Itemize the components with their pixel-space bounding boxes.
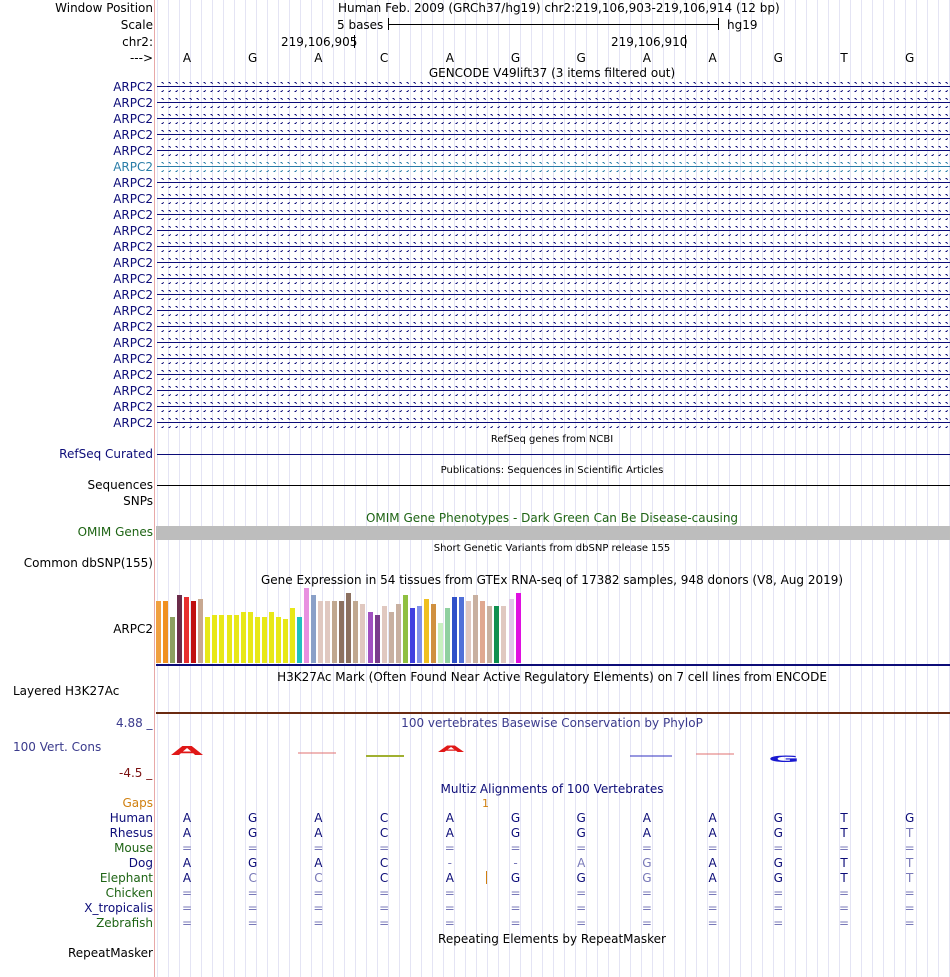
alignment-base: G — [642, 856, 652, 870]
scale-bar-left-tick — [388, 18, 389, 30]
gencode-transcript-intron[interactable] — [157, 258, 950, 268]
gencode-transcript-label[interactable]: ARPC2 — [113, 288, 153, 302]
alignment-base: C — [379, 826, 389, 840]
alignment-base: G — [248, 811, 258, 825]
alignment-base: = — [576, 841, 587, 855]
alignment-base: A — [708, 811, 717, 825]
alignment-base: G — [248, 826, 258, 840]
alignment-base: = — [838, 901, 850, 915]
gencode-transcript-intron[interactable] — [157, 354, 950, 364]
alignment-base: = — [576, 901, 587, 915]
alignment-base: = — [773, 841, 784, 855]
gtex-tissue-bar[interactable] — [248, 612, 253, 663]
alignment-base: - — [447, 856, 452, 870]
alignment-base: = — [576, 886, 587, 900]
gtex-tissue-bar[interactable] — [269, 612, 274, 663]
gtex-tissue-bar[interactable] — [170, 617, 175, 663]
gencode-transcript-intron[interactable] — [157, 274, 950, 284]
sequence-base: G — [576, 51, 586, 65]
gtex-tissue-bar[interactable] — [516, 593, 521, 663]
gencode-transcript-intron[interactable] — [157, 386, 950, 396]
gtex-tissue-bar[interactable] — [255, 617, 260, 663]
gtex-tissue-bar[interactable] — [459, 597, 464, 663]
gencode-transcript-intron[interactable] — [157, 370, 950, 380]
gencode-transcript-label[interactable]: ARPC2 — [113, 384, 153, 398]
gtex-tissue-bar[interactable] — [375, 615, 380, 663]
alignment-base: = — [641, 901, 652, 915]
alignment-base: G — [576, 826, 586, 840]
gencode-transcript-label[interactable]: ARPC2 — [113, 272, 153, 286]
gencode-transcript-intron[interactable] — [157, 226, 950, 236]
gencode-transcript-intron[interactable] — [157, 146, 950, 156]
alignment-base: = — [444, 916, 455, 930]
position-right: 219,106,910 — [611, 35, 688, 49]
alignment-base: G — [773, 811, 783, 825]
gtex-tissue-bar[interactable] — [403, 595, 408, 663]
alignment-base: A — [182, 811, 192, 825]
position-left: 219,106,905 — [281, 35, 358, 49]
gtex-tissue-bar[interactable] — [501, 606, 506, 663]
species-label[interactable]: Mouse — [114, 841, 153, 855]
alignment-base: = — [313, 841, 324, 855]
alignment-base: = — [379, 886, 390, 900]
alignment-base: = — [247, 916, 258, 930]
sequence-base: A — [314, 51, 323, 65]
gencode-transcript-intron[interactable] — [157, 322, 950, 332]
alignment-base: = — [773, 916, 784, 930]
alignment-base: = — [444, 841, 455, 855]
alignment-base: = — [641, 886, 652, 900]
alignment-base: = — [904, 901, 915, 915]
omim-track-title[interactable]: OMIM Gene Phenotypes - Dark Green Can Be Disease-causing — [365, 511, 739, 525]
chrom-label: chr2: — [122, 35, 153, 49]
snps-track-label[interactable]: SNPs — [123, 494, 153, 508]
sequence-base: G — [905, 51, 915, 65]
alignment-base: = — [510, 901, 521, 915]
alignment-base: = — [904, 841, 915, 855]
gtex-tissue-bar[interactable] — [360, 604, 365, 663]
gtex-tissue-bar[interactable] — [241, 612, 246, 663]
sequence-base: C — [379, 51, 389, 65]
gtex-tissue-bar[interactable] — [227, 615, 232, 663]
alignment-base: = — [181, 841, 193, 855]
gencode-transcript-label[interactable]: ARPC2 — [113, 96, 153, 110]
gtex-tissue-bar[interactable] — [473, 595, 478, 663]
gencode-transcript-label[interactable]: ARPC2 — [113, 176, 153, 190]
alignment-base: = — [707, 916, 718, 930]
logo-a-red: A — [170, 743, 204, 759]
scale-label: Scale — [120, 18, 153, 32]
alignment-base: = — [773, 886, 784, 900]
gtex-tissue-bar[interactable] — [424, 599, 429, 663]
gencode-transcript-label[interactable]: ARPC2 — [113, 256, 153, 270]
gtex-tissue-bar[interactable] — [332, 601, 337, 663]
gencode-transcript-intron[interactable] — [157, 338, 950, 348]
scale-bar — [388, 24, 718, 25]
gtex-tissue-bar[interactable] — [262, 617, 267, 663]
sequence-base: G — [248, 51, 258, 65]
gtex-tissue-bar[interactable] — [452, 597, 457, 663]
gtex-tissue-bar[interactable] — [219, 615, 224, 663]
alignment-base: C — [314, 871, 323, 885]
alignment-base: A — [708, 856, 717, 870]
h3k27ac-track-title[interactable]: H3K27Ac Mark (Often Found Near Active Regulatory Elements) on 7 cell lines from ENCODE — [277, 670, 827, 684]
alignment-base: = — [181, 916, 193, 930]
alignment-base: A — [577, 856, 586, 870]
alignment-base: = — [904, 916, 915, 930]
phylop-sequence-logo[interactable] — [0, 738, 950, 778]
alignment-base: A — [445, 871, 454, 885]
gencode-transcript-label[interactable]: ARPC2 — [113, 400, 153, 414]
gtex-track-label[interactable]: ARPC2 — [113, 622, 153, 636]
window-position-label: Window Position — [55, 1, 153, 15]
gencode-transcript-intron[interactable] — [157, 98, 950, 108]
alignment-base: C — [379, 811, 389, 825]
alignment-base: A — [314, 856, 323, 870]
refseq-track-title[interactable]: RefSeq genes from NCBI — [490, 434, 614, 445]
gtex-tissue-bar[interactable] — [480, 601, 485, 663]
gtex-tissue-bar[interactable] — [163, 601, 168, 663]
alignment-base: = — [247, 901, 258, 915]
alignment-base: = — [379, 916, 390, 930]
alignment-base: = — [313, 886, 324, 900]
gtex-tissue-bar[interactable] — [494, 606, 499, 663]
alignment-base: A — [642, 826, 651, 840]
gencode-transcript-intron[interactable] — [157, 306, 950, 316]
gtex-tissue-bar[interactable] — [205, 617, 210, 663]
gencode-transcript-label[interactable]: ARPC2 — [113, 208, 153, 222]
position-left-tick — [354, 35, 355, 48]
alignment-base: A — [445, 811, 454, 825]
sequence-base: T — [840, 51, 848, 65]
gencode-transcript-intron[interactable] — [157, 178, 950, 188]
alignment-base: A — [445, 826, 454, 840]
alignment-base: = — [181, 901, 193, 915]
phylop-ymax-label: 4.88 _ — [116, 716, 153, 730]
gtex-tissue-bar[interactable] — [276, 617, 281, 663]
strand-label: ---> — [129, 51, 153, 65]
alignment-base: = — [181, 886, 193, 900]
logo-g-blue: G — [768, 753, 800, 765]
alignment-base: = — [510, 841, 521, 855]
alignment-base: G — [642, 871, 652, 885]
gtex-tissue-bar[interactable] — [353, 601, 358, 663]
logo-a-red-small: A — [437, 743, 465, 755]
alignment-base: = — [313, 916, 324, 930]
alignment-base: = — [510, 886, 521, 900]
gencode-transcript-label[interactable]: ARPC2 — [113, 368, 153, 382]
sequence-base: A — [708, 51, 717, 65]
dbsnp-track-label[interactable]: Common dbSNP(155) — [23, 556, 153, 570]
gtex-track-title[interactable]: Gene Expression in 54 tissues from GTEx RNA-seq of 17382 samples, 948 donors (V8, Aug 2019) — [260, 573, 844, 587]
repeatmasker-track-title[interactable]: Repeating Elements by RepeatMasker — [438, 932, 666, 946]
gtex-tissue-bar[interactable] — [325, 601, 330, 663]
gencode-transcript-label[interactable]: ARPC2 — [113, 80, 153, 94]
gencode-transcript-label[interactable]: ARPC2 — [113, 352, 153, 366]
gencode-transcript-label[interactable]: ARPC2 — [113, 240, 153, 254]
sequence-base: A — [642, 51, 651, 65]
alignment-base: A — [708, 871, 717, 885]
species-label[interactable]: Rhesus — [109, 826, 153, 840]
elephant-insertion-marker — [486, 871, 487, 884]
gtex-tissue-bar[interactable] — [438, 623, 443, 663]
alignment-base: A — [182, 856, 192, 870]
omim-phenotype-bar[interactable] — [156, 526, 950, 540]
alignment-base: = — [379, 841, 390, 855]
gencode-transcript-intron[interactable] — [157, 210, 950, 220]
alignment-base: T — [840, 871, 848, 885]
species-label[interactable]: Dog — [128, 856, 153, 870]
alignment-base: = — [247, 886, 258, 900]
alignment-base: = — [707, 841, 718, 855]
alignment-base: G — [576, 871, 586, 885]
alignment-base: A — [642, 811, 651, 825]
gtex-tissue-bar[interactable] — [191, 601, 196, 663]
gencode-transcript-label[interactable]: ARPC2 — [113, 320, 153, 334]
phylop-track-label[interactable]: 100 Vert. Cons — [13, 740, 102, 754]
alignment-base: = — [510, 916, 521, 930]
sequence-base: G — [773, 51, 783, 65]
gencode-transcript-intron[interactable] — [157, 130, 950, 140]
refseq-gene-line[interactable] — [157, 454, 950, 455]
gencode-transcript-label[interactable]: ARPC2 — [113, 192, 153, 206]
gencode-transcript-label[interactable]: ARPC2 — [113, 144, 153, 158]
gtex-tissue-bar[interactable] — [297, 617, 302, 663]
gencode-transcript-intron[interactable] — [157, 114, 950, 124]
gencode-transcript-intron[interactable] — [157, 162, 950, 172]
alignment-base: T — [840, 826, 848, 840]
alignment-base: G — [248, 856, 258, 870]
scale-bases-label: 5 bases — [337, 18, 384, 32]
gtex-tissue-bar[interactable] — [431, 604, 436, 663]
gtex-tissue-bar[interactable] — [212, 615, 217, 663]
gencode-transcript-label[interactable]: ARPC2 — [113, 336, 153, 350]
scale-bar-right-tick — [718, 18, 719, 30]
gtex-tissue-bar[interactable] — [410, 608, 415, 663]
gencode-transcript-label[interactable]: ARPC2 — [113, 112, 153, 126]
gtex-tissue-bar[interactable] — [318, 601, 323, 663]
multiz-track-title[interactable]: Multiz Alignments of 100 Vertebrates — [440, 782, 664, 796]
gtex-tissue-bar[interactable] — [445, 608, 450, 663]
alignment-base: C — [379, 871, 389, 885]
alignment-base: G — [510, 826, 521, 840]
gencode-transcript-intron[interactable] — [157, 194, 950, 204]
gtex-tissue-bar[interactable] — [389, 612, 394, 663]
label-pane-divider — [154, 0, 155, 977]
alignment-base: = — [838, 916, 850, 930]
alignment-base: T — [906, 856, 914, 870]
dbsnp-track-title[interactable]: Short Genetic Variants from dbSNP release 155 — [433, 543, 671, 554]
position-right-tick — [685, 35, 686, 48]
alignment-base: C — [379, 856, 389, 870]
alignment-base: = — [707, 886, 718, 900]
alignment-base: G — [576, 811, 586, 825]
gencode-transcript-label[interactable]: ARPC2 — [113, 416, 153, 430]
sequence-base: G — [510, 51, 521, 65]
alignment-base: = — [773, 901, 784, 915]
alignment-base: A — [708, 826, 717, 840]
gtex-tissue-bar[interactable] — [304, 588, 309, 663]
browser-title: Human Feb. 2009 (GRCh37/hg19) chr2:219,106,903-219,106,914 (12 bp) — [338, 1, 780, 15]
species-label[interactable]: Human — [109, 811, 153, 825]
alignment-base: = — [838, 841, 850, 855]
gencode-transcript-intron[interactable] — [157, 290, 950, 300]
alignment-base: G — [510, 871, 521, 885]
gencode-transcript-intron[interactable] — [157, 242, 950, 252]
sequence-base: A — [445, 51, 454, 65]
alignment-base: = — [247, 841, 258, 855]
phylop-track-title[interactable]: 100 vertebrates Basewise Conservation by PhyloP — [401, 716, 703, 730]
gtex-tissue-bar[interactable] — [311, 595, 316, 663]
alignment-base: = — [641, 916, 652, 930]
alignment-base: G — [510, 811, 521, 825]
gtex-track-baseline — [156, 664, 950, 666]
gencode-transcript-label[interactable]: ARPC2 — [113, 160, 153, 174]
phylop-ymin-label: -4.5 _ — [119, 766, 153, 780]
alignment-base: = — [904, 886, 915, 900]
alignment-base: T — [840, 856, 848, 870]
gencode-transcript-label[interactable]: ARPC2 — [113, 304, 153, 318]
species-label[interactable]: Elephant — [99, 871, 153, 885]
repeatmasker-track-label[interactable]: RepeatMasker — [67, 946, 153, 960]
alignment-base: G — [773, 871, 783, 885]
alignment-base: G — [773, 826, 783, 840]
gtex-tissue-bar[interactable] — [290, 608, 295, 663]
alignment-base: = — [379, 901, 390, 915]
alignment-base: = — [641, 841, 652, 855]
gtex-tissue-bar[interactable] — [487, 606, 492, 663]
alignment-base: G — [905, 811, 915, 825]
refseq-track-label[interactable]: RefSeq Curated — [59, 447, 153, 461]
h3k27ac-track-label[interactable]: Layered H3K27Ac — [13, 684, 120, 698]
gaps-label: Gaps — [122, 796, 153, 810]
publications-track-label[interactable]: Sequences — [87, 478, 153, 492]
gtex-tissue-bar[interactable] — [346, 593, 351, 663]
gencode-transcript-intron[interactable] — [157, 82, 950, 92]
alignment-base: = — [838, 886, 850, 900]
omim-track-label[interactable]: OMIM Genes — [77, 525, 153, 539]
gtex-tissue-bar[interactable] — [368, 612, 373, 663]
gtex-tissue-bar[interactable] — [382, 606, 387, 663]
gtex-tissue-bar[interactable] — [177, 595, 182, 663]
species-label[interactable]: Chicken — [105, 886, 153, 900]
alignment-base: C — [248, 871, 257, 885]
gtex-tissue-bar[interactable] — [184, 597, 189, 663]
alignment-base: A — [182, 871, 192, 885]
gtex-tissue-bar[interactable] — [156, 601, 161, 663]
gtex-tissue-bar[interactable] — [234, 615, 239, 663]
alignment-base: T — [906, 871, 914, 885]
gencode-transcript-intron[interactable] — [157, 418, 950, 428]
gencode-track-title[interactable]: GENCODE V49lift37 (3 items filtered out) — [428, 66, 676, 80]
gencode-transcript-intron[interactable] — [157, 402, 950, 412]
alignment-base: - — [513, 856, 518, 870]
alignment-base: = — [576, 916, 587, 930]
alignment-base: A — [314, 811, 323, 825]
alignment-base: = — [444, 886, 455, 900]
alignment-base: = — [444, 901, 455, 915]
gencode-transcript-label[interactable]: ARPC2 — [113, 224, 153, 238]
species-label[interactable]: X_tropicalis — [84, 901, 153, 915]
assembly-label: hg19 — [727, 18, 758, 32]
sequence-base: A — [182, 51, 192, 65]
publications-track-title[interactable]: Publications: Sequences in Scientific Articles — [440, 465, 664, 476]
gaps-marker: 1 — [482, 797, 489, 810]
gtex-tissue-bar[interactable] — [417, 606, 422, 663]
species-label[interactable]: Zebrafish — [96, 916, 153, 930]
gtex-tissue-bar[interactable] — [198, 599, 203, 663]
gtex-tissue-bar[interactable] — [396, 604, 401, 663]
alignment-base: = — [313, 901, 324, 915]
alignment-base: A — [314, 826, 323, 840]
gtex-tissue-bar[interactable] — [509, 599, 514, 663]
gencode-transcript-label[interactable]: ARPC2 — [113, 128, 153, 142]
alignment-base: = — [707, 901, 718, 915]
alignment-base: T — [840, 811, 848, 825]
alignment-base: T — [906, 826, 914, 840]
gtex-tissue-bar[interactable] — [283, 619, 288, 663]
gtex-tissue-bar[interactable] — [339, 601, 344, 663]
gtex-tissue-bar[interactable] — [466, 601, 471, 663]
alignment-base: A — [182, 826, 192, 840]
h3k27ac-baseline — [156, 712, 950, 714]
alignment-base: G — [773, 856, 783, 870]
publications-line[interactable] — [157, 485, 950, 486]
